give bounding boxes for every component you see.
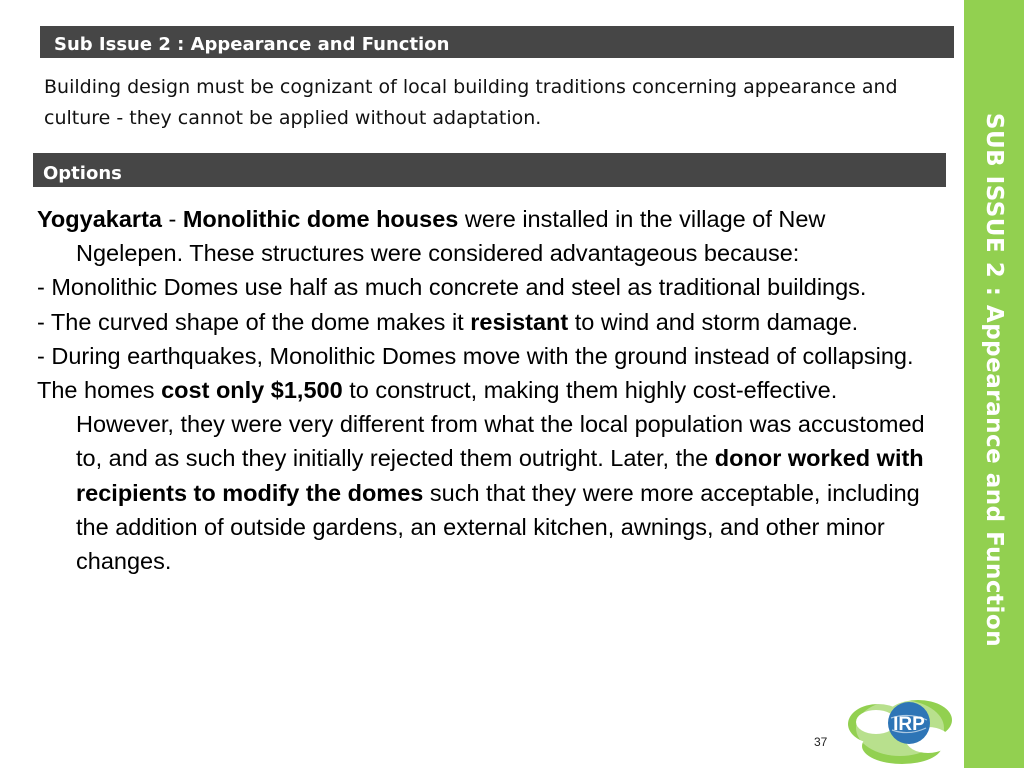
paragraph-text: The homes [37,377,162,404]
bullet-earthquake: - During earthquakes, Monolithic Domes move with the ground instead of collapsing. [37,342,914,369]
intro-text: Building design must be cognizant of local building traditions concerning appearance and culture - they cannot be applied without adaptation. [44,76,898,129]
bullet-shape [37,305,937,339]
bold-cost: cost only $1,500 [161,377,343,404]
subject-name: Monolithic dome houses [182,206,459,232]
place-name: Yogyakarta [37,206,162,232]
paragraph-text: to construct, making them highly cost-effective. However, they were very different from what the local population was accustomed to, and as such they initially rejected them outright. Later, the [76,377,925,472]
irp-logo-icon [840,690,960,768]
paragraph-text: were installed in the village of New Ngelepen. These structures were considered advantageous because: [76,206,826,267]
bullet-concrete: - Monolithic Domes use half as much concrete and steel as traditional buildings. [37,274,867,301]
logo-text: IRP [893,714,925,735]
sidebar-title: SUB ISSUE 2 : Appearance and Function [981,112,1007,648]
bold-resistant: resistant [470,308,569,335]
page-number: 37 [814,735,828,749]
separator: - [161,206,183,232]
paragraph-yogyakarta [37,202,937,270]
paragraph-text: such that they were more acceptable, including the addition of outside gardens, an external kitchen, awnings, and other minor changes. [76,479,920,575]
header-bar [40,26,954,58]
bullet-text: - The curved shape of the dome makes it [37,308,471,335]
header-title: Sub Issue 2 : Appearance and Function [54,34,450,55]
bold-donor: donor worked with recipients to modify the domes [76,445,924,506]
options-label: Options [43,163,122,184]
bullet-text: to wind and storm damage. [568,308,859,335]
options-bar [33,153,946,187]
paragraph-cost [37,373,937,578]
content-body [37,202,937,578]
